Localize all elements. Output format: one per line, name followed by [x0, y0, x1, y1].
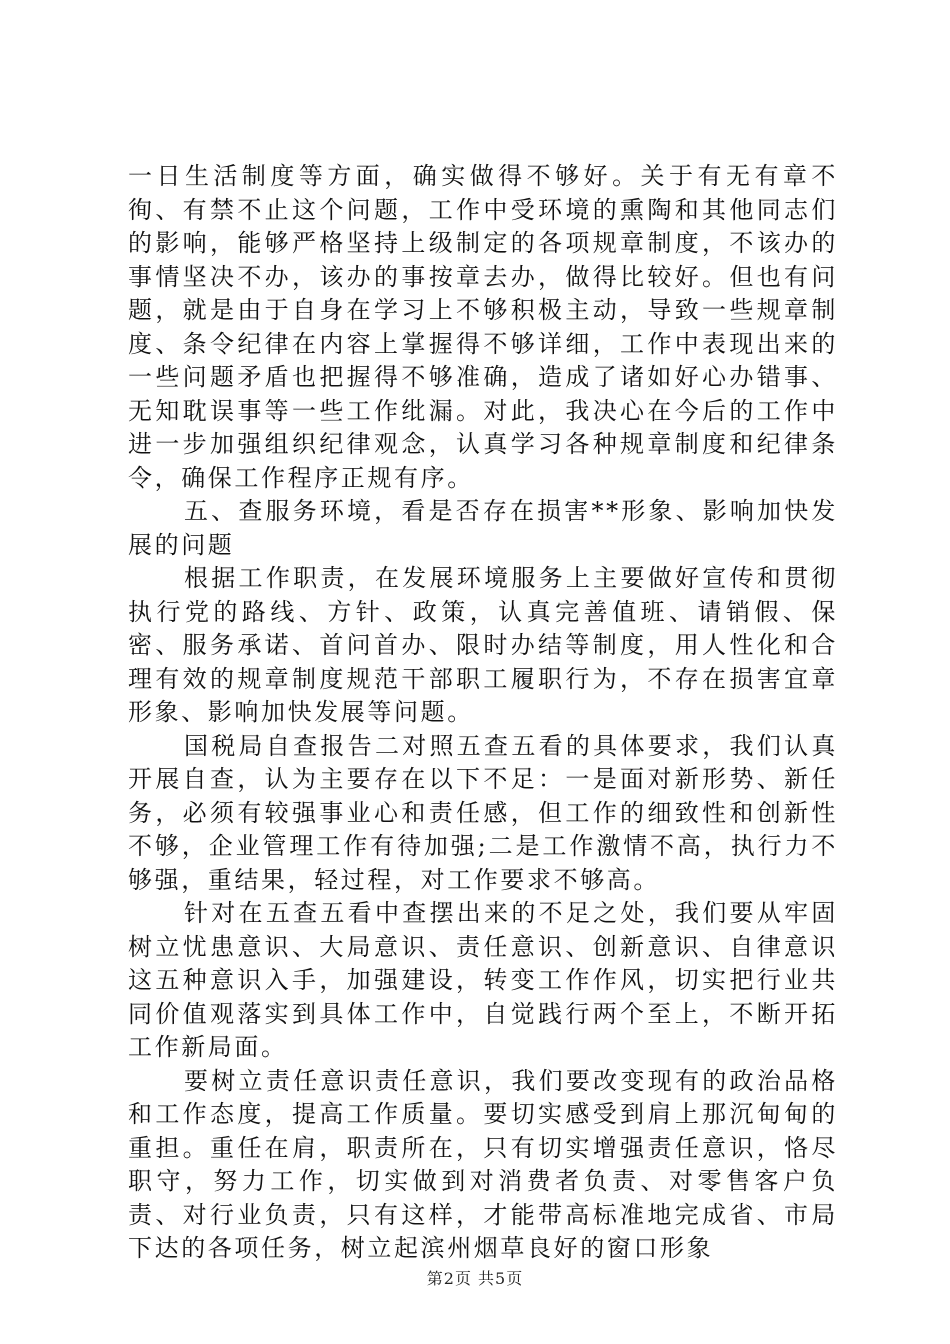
paragraph-improvement-measures: 针对在五查五看中查摆出来的不足之处，我们要从牢固树立忧患意识、大局意识、责任意识、创新意识、自律意识这五种意识入手，加强建设，转变工作作风，切实把行业共同价值观落实到具体工作中，自觉践行两个至上，不断开拓工作新局面。: [128, 899, 838, 1061]
section-heading-five: 五、查服务环境，看是否存在损害**形象、影响加快发展的问题: [128, 497, 838, 559]
paragraph-self-check-report: 国税局自查报告二对照五查五看的具体要求，我们认真开展自查，认为主要存在以下不足：一是面对新形势、新任务，必须有较强事业心和责任感，但工作的细致性和创新性不够，企业管理工作有待加强;二是工作激情不高，执行力不够强，重结果，轻过程，对工作要求不够高。: [128, 731, 838, 894]
paragraph-responsibility: 要树立责任意识责任意识，我们要改变现有的政治品格和工作态度，提高工作质量。要切实感受到肩上那沉甸甸的重担。重任在肩，职责所在，只有切实增强责任意识，恪尽职守，努力工作，切实做到对消费者负责、对零售客户负责、对行业负责，只有这样，才能带高标准地完成省、市局下达的各项任务，树立起滨州烟草良好的窗口形象: [128, 1066, 838, 1262]
paragraph-continuation: 一日生活制度等方面，确实做得不够好。关于有无有章不徇、有禁不止这个问题，工作中受环境的熏陶和其他同志们的影响，能够严格坚持上级制定的各项规章制度，不该办的事情坚决不办，该办的事按章去办，做得比较好。但也有问题，就是由于自身在学习上不够积极主动，导致一些规章制度、条令纪律在内容上掌握得不够详细，工作中表现出来的一些问题矛盾也把握得不够准确，造成了诸如好心办错事、无知耽误事等一些工作纰漏。对此，我决心在今后的工作中进一步加强组织纪律观念，认真学习各种规章制度和纪律条令，确保工作程序正规有序。: [128, 162, 838, 492]
paragraph-service-environment: 根据工作职责，在发展环境服务上主要做好宣传和贯彻执行党的路线、方针、政策，认真完善值班、请销假、保密、服务承诺、首问首办、限时办结等制度，用人性化和合理有效的规章制度规范干部职工履职行为，不存在损害宜章形象、影响加快发展等问题。: [128, 564, 838, 726]
page-number-footer: 第2页 共5页: [426, 1269, 524, 1288]
document-body: [128, 160, 838, 1266]
